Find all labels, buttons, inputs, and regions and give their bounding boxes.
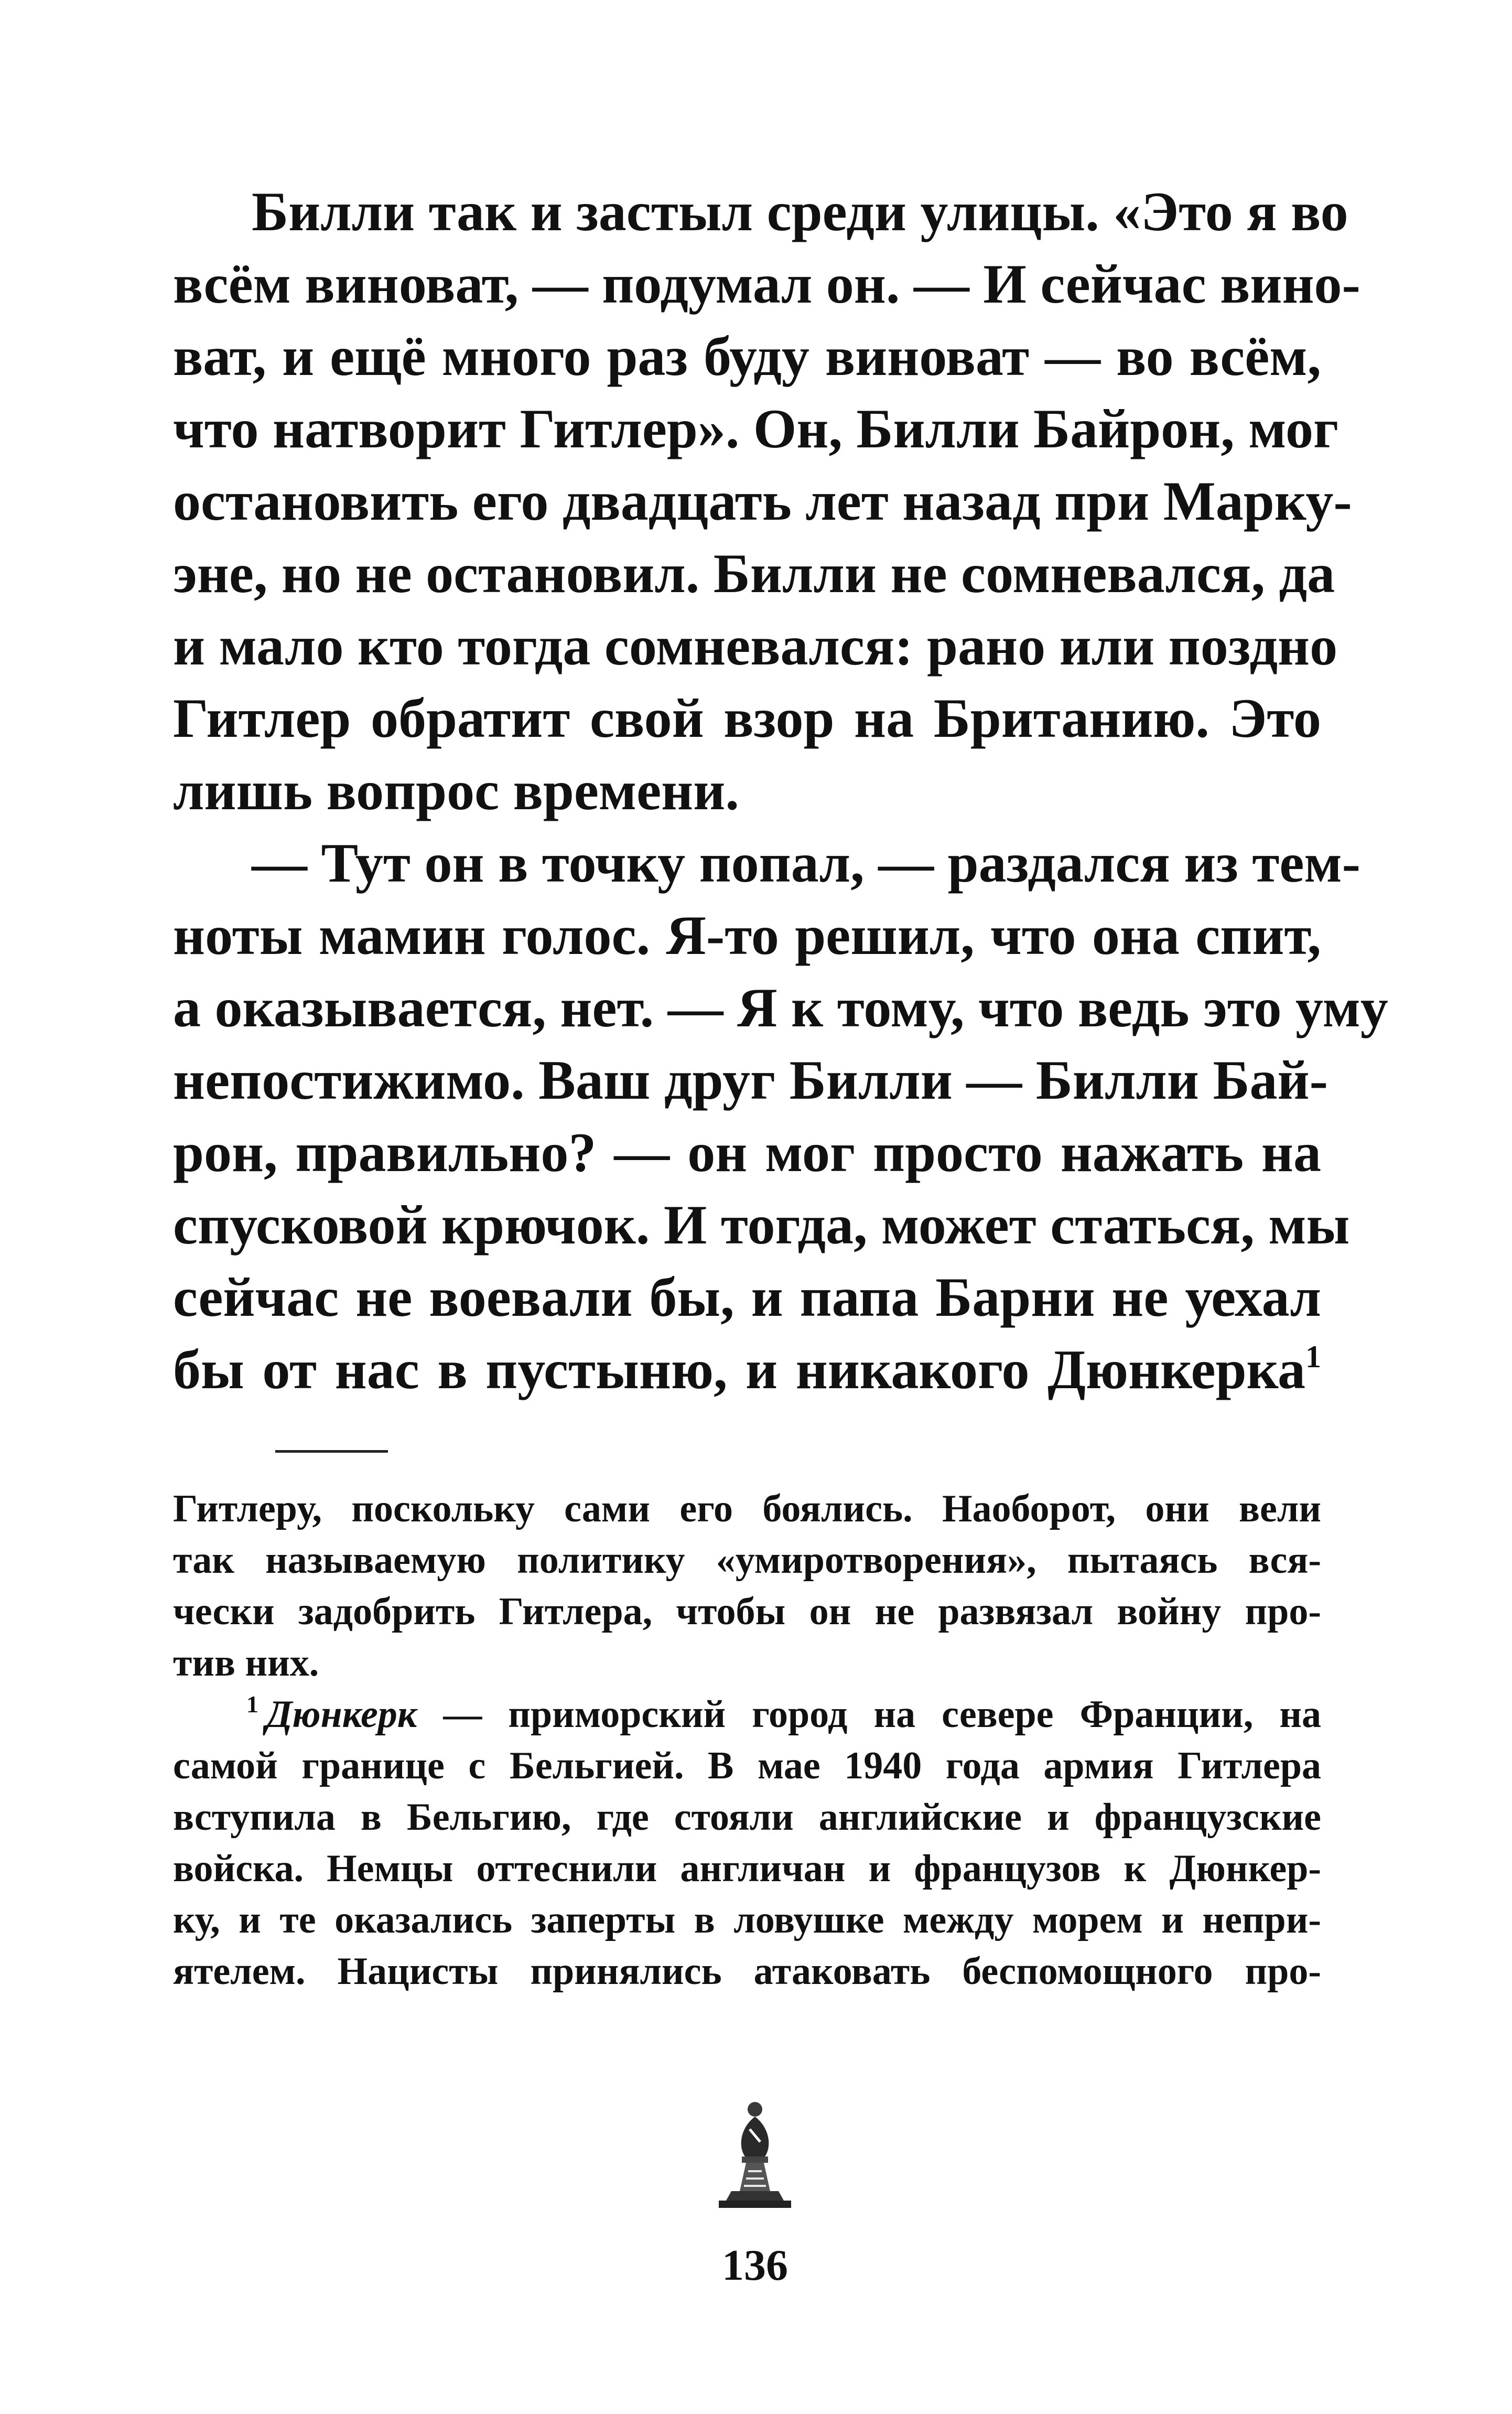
footnote-line: Гитлеру, поскольку сами его боялись. Наоборот, они вели: [173, 1487, 1321, 1530]
text-line: — Тут он в точку попал, — раздался из тем-: [252, 832, 1360, 894]
footnote-line: так называемую политику «умиротворения», пытаясь вся-: [173, 1539, 1321, 1582]
footnote-1-first-line: [173, 1689, 1321, 1740]
footnote-line: чески задобрить Гитлера, чтобы он не развязал войну про-: [173, 1590, 1321, 1633]
footnote-marker: 1: [246, 1691, 258, 1718]
footnote-line: ятелем. Нацисты принялись атаковать беспомощного про-: [173, 1950, 1321, 1993]
text-line: Гитлер обратит свой взор на Британию. Это: [173, 688, 1321, 749]
page-number: 136: [722, 2241, 788, 2290]
text-line: остановить его двадцать лет назад при Марку-: [173, 470, 1352, 532]
text-line: непостижимо. Ваш друг Билли — Билли Бай-: [173, 1049, 1328, 1111]
text-line: сейчас не воевали бы, и папа Барни не уехал: [173, 1267, 1321, 1328]
footnote-term: Дюнкерк: [266, 1693, 417, 1736]
footnote-line: ку, и те оказались заперты в ловушке между морем и непри-: [173, 1898, 1321, 1941]
footnotes: [173, 1483, 1321, 1997]
text-line: всём виноват, — подумал он. — И сейчас вино-: [173, 253, 1360, 315]
text-line: ват, и ещё много раз буду виноват — во всём,: [173, 326, 1321, 387]
footnote-line: вступила в Бельгию, где стояли английские и французские: [173, 1796, 1321, 1839]
text-line: спусковой крючок. И тогда, может статься, мы: [173, 1194, 1350, 1256]
footnote-line: — приморский город на севере Франции, на: [417, 1693, 1321, 1736]
footnote-line: самой границе с Бельгией. В мае 1940 года армия Гитлера: [173, 1744, 1321, 1787]
text-line: лишь вопрос времени.: [173, 760, 739, 821]
text-line: что натворит Гитлер». Он, Билли Байрон, мог: [173, 398, 1339, 459]
text-line: рон, правильно? — он мог просто нажать на: [173, 1122, 1321, 1183]
text-line: а оказывается, нет. — Я к тому, что ведь это уму: [173, 977, 1388, 1038]
chess-bishop-icon: [700, 2098, 810, 2213]
text-line: бы от нас в пустыню, и никакого Дюнкерка: [173, 1339, 1305, 1400]
footnote-line: войска. Немцы оттеснили англичан и французов к Дюнкер-: [173, 1847, 1321, 1890]
text-line: эне, но не остановил. Билли не сомневался, да: [173, 543, 1335, 604]
text-line: ноты мамин голос. Я-то решил, что она спит,: [173, 905, 1321, 966]
footnote-line: тив них.: [173, 1641, 319, 1685]
footnote-separator: [275, 1450, 388, 1453]
text-line: Билли так и застыл среди улицы. «Это я во: [252, 181, 1348, 242]
text-line: и мало кто тогда сомневался: рано или поздно: [173, 615, 1338, 677]
text-line-with-footnote-ref: [173, 1334, 1321, 1406]
main-text: [173, 176, 1388, 1406]
footnote-reference[interactable]: 1: [1305, 1339, 1321, 1374]
